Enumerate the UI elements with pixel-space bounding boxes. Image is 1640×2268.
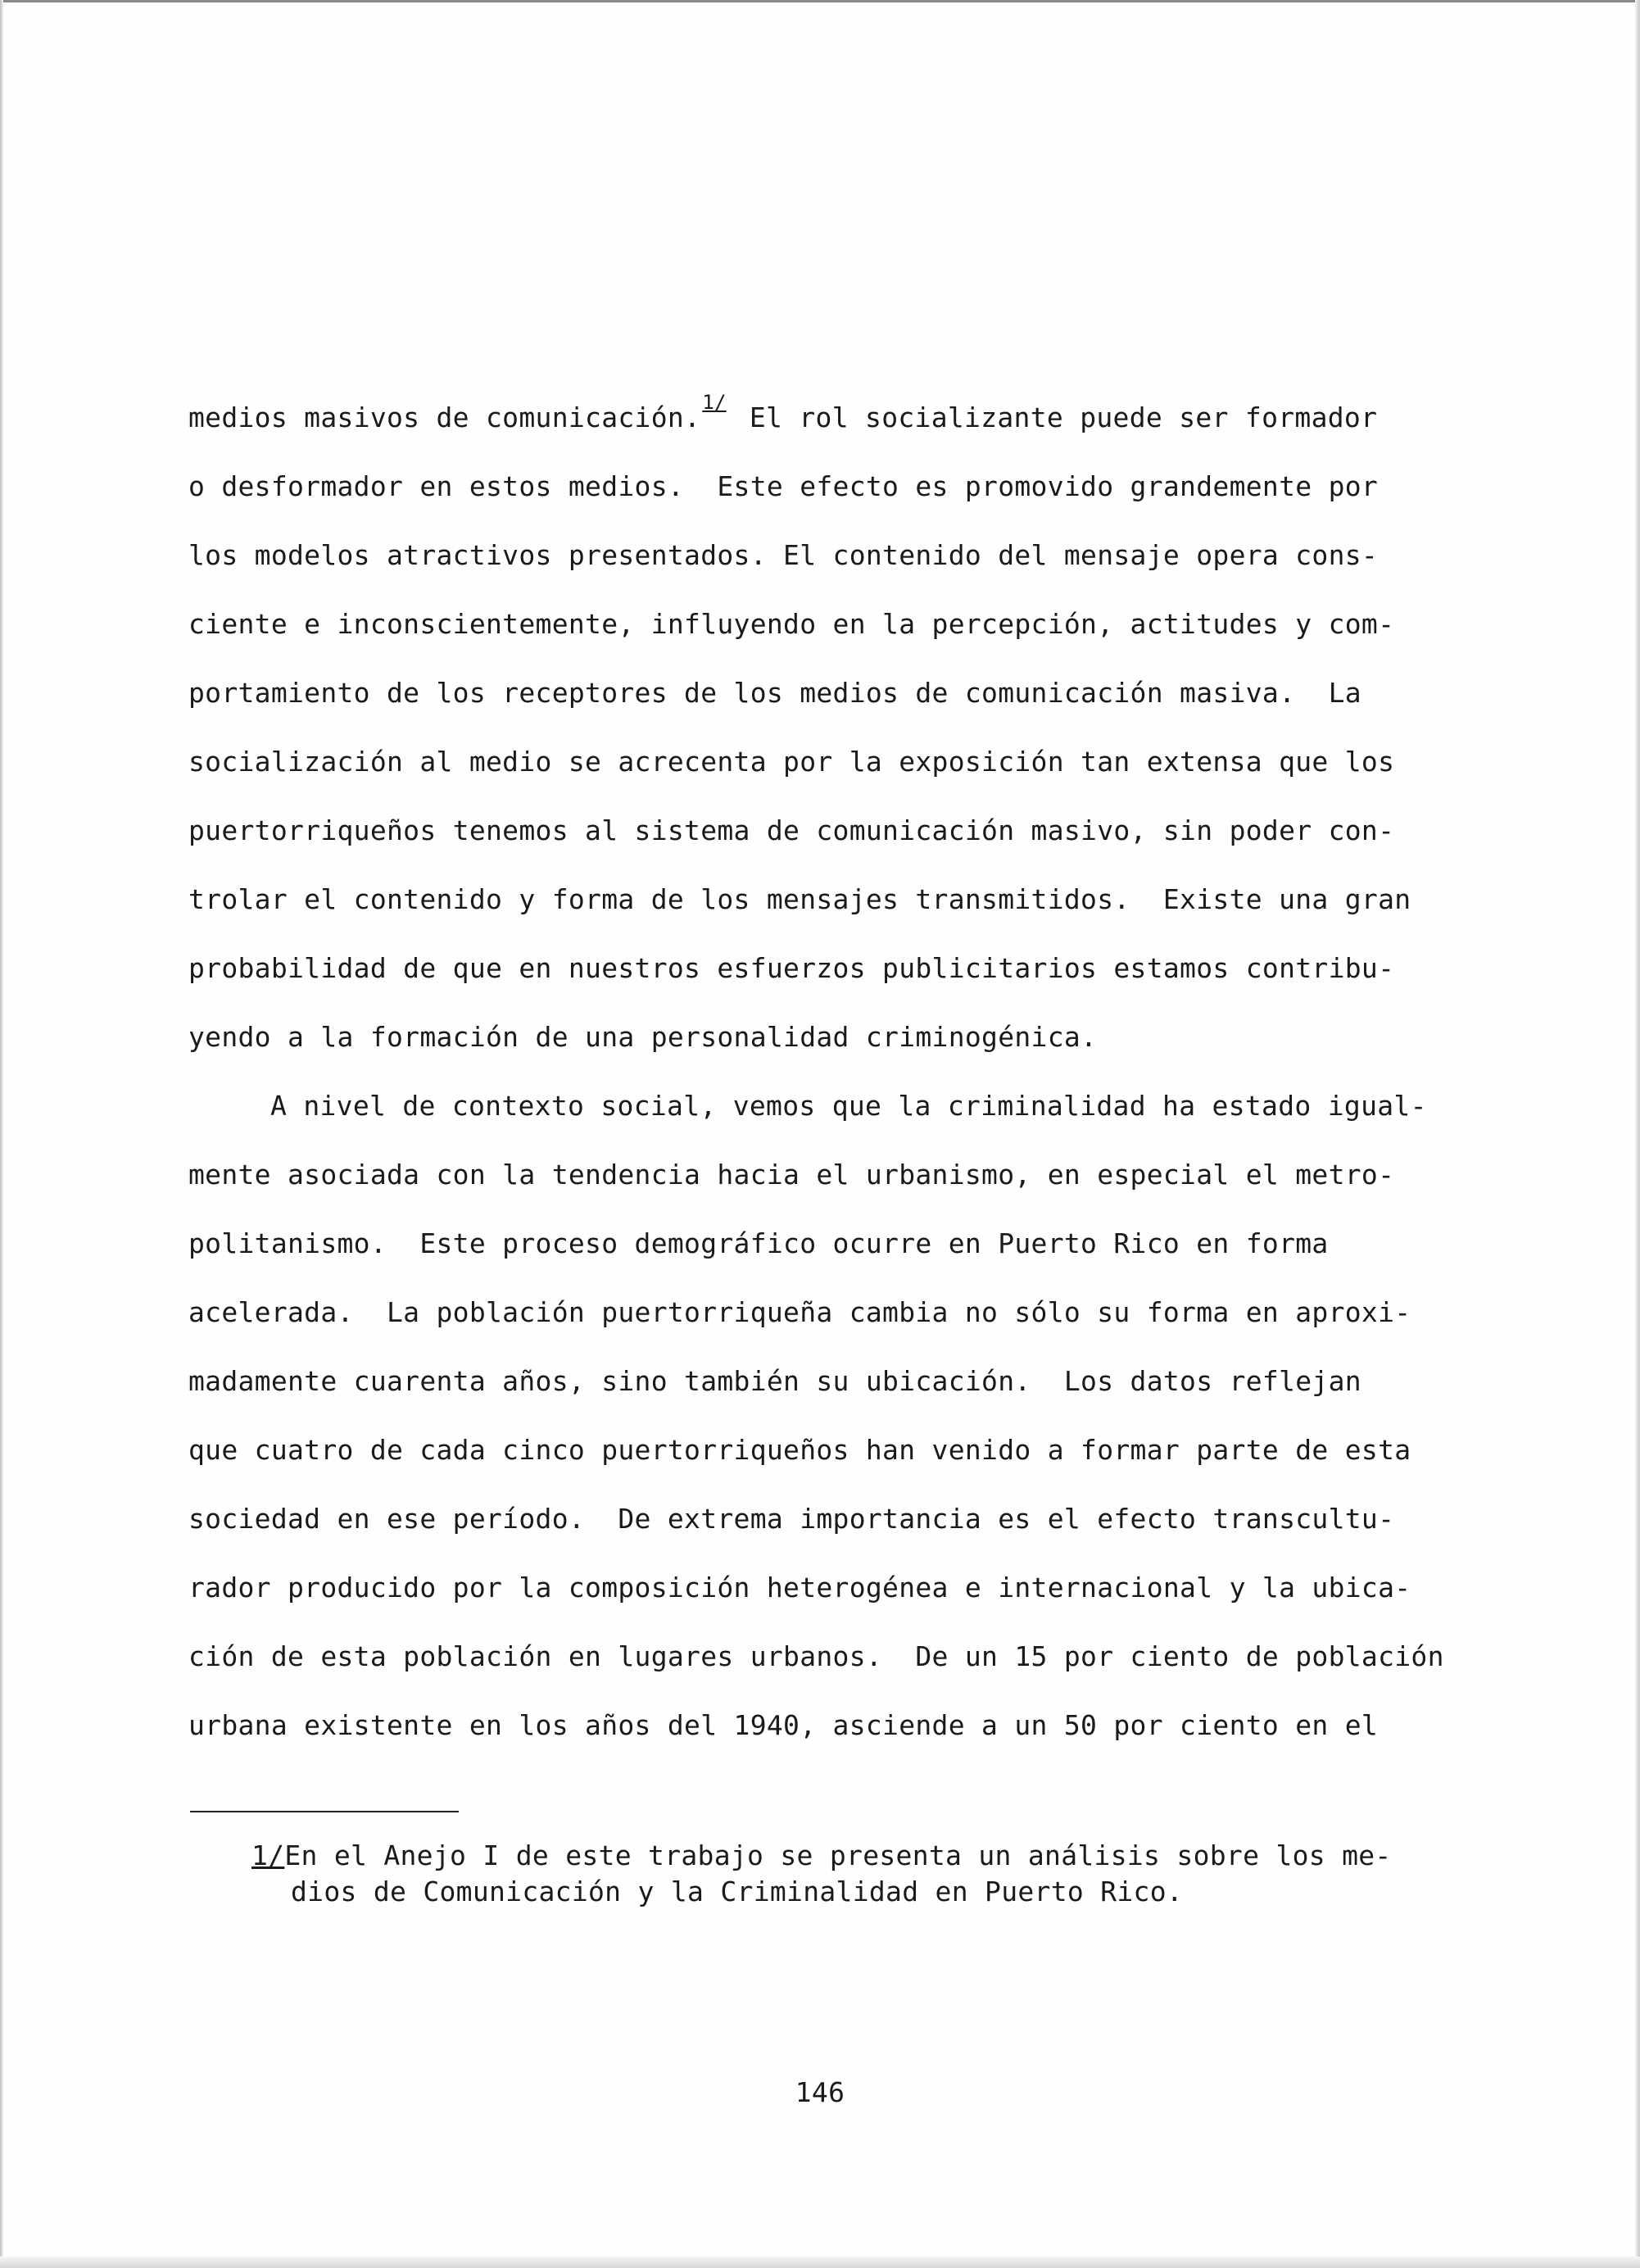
footnote-line	[251, 1838, 1464, 1874]
body-line: trolar el contenido y forma de los mensajes transmitidos. Existe una gran	[188, 883, 1411, 915]
footnote-reference-marker: 1/	[702, 391, 727, 414]
body-line: o desformador en estos medios. Este efecto es promovido grandemente por	[188, 470, 1379, 502]
body-line: puertorriqueños tenemos al sistema de comunicación masivo, sin poder con-	[188, 814, 1395, 846]
body-line: ciente e inconscientemente, influyendo en la percepción, actitudes y com-	[188, 608, 1395, 640]
paragraph-first-line: A nivel de contexto social, vemos que la criminalidad ha estado igual-	[270, 1090, 1427, 1122]
footnote-text: En el Anejo I de este trabajo se presenta un análisis sobre los me-	[284, 1839, 1392, 1871]
body-line: rador producido por la composición heterogénea e internacional y la ubica-	[188, 1572, 1411, 1603]
body-line-text: El rol socializante puede ser formador	[732, 401, 1378, 433]
body-line: que cuatro de cada cinco puertorriqueños han venido a formar parte de esta	[188, 1434, 1411, 1466]
body-line: mente asociada con la tendencia hacia el urbanismo, en especial el metro-	[188, 1159, 1395, 1191]
footnote	[251, 1838, 1464, 1910]
body-line	[188, 383, 1466, 452]
footnote-line: dios de Comunicación y la Criminalidad en Puerto Rico.	[291, 1876, 1184, 1907]
body-line: madamente cuarenta años, sino también su ubicación. Los datos reflejan	[188, 1365, 1361, 1397]
body-line: probabilidad de que en nuestros esfuerzos publicitarios estamos contribu-	[188, 952, 1395, 984]
body-line: acelerada. La población puertorriqueña cambia no sólo su forma en aproxi-	[188, 1296, 1411, 1328]
page-edge-left	[0, 0, 3, 2268]
body-line: los modelos atractivos presentados. El contenido del mensaje opera cons-	[188, 539, 1379, 571]
body-line: socialización al medio se acrecenta por la exposición tan extensa que los	[188, 746, 1395, 778]
body-line-text: medios masivos de comunicación.	[188, 401, 701, 433]
body-text	[188, 383, 1466, 1760]
body-line: urbana existente en los años del 1940, asciende a un 50 por ciento en el	[188, 1709, 1379, 1741]
footnote-number: 1/	[251, 1839, 285, 1871]
body-line: politanismo. Este proceso demográfico ocurre en Puerto Rico en forma	[188, 1227, 1329, 1259]
footnote-separator-rule	[190, 1811, 459, 1812]
page-edge-right	[1635, 0, 1640, 2268]
body-line: yendo a la formación de una personalidad criminogénica.	[188, 1021, 1098, 1053]
body-line: sociedad en ese período. De extrema importancia es el efecto transcultu-	[188, 1503, 1395, 1535]
body-line: ción de esta población en lugares urbanos. De un 15 por ciento de población	[188, 1640, 1444, 1672]
page-number: 146	[795, 2076, 845, 2108]
page-edge-top	[0, 0, 1640, 2]
page-edge-bottom	[0, 2257, 1640, 2268]
body-line: portamiento de los receptores de los medios de comunicación masiva. La	[188, 677, 1361, 709]
